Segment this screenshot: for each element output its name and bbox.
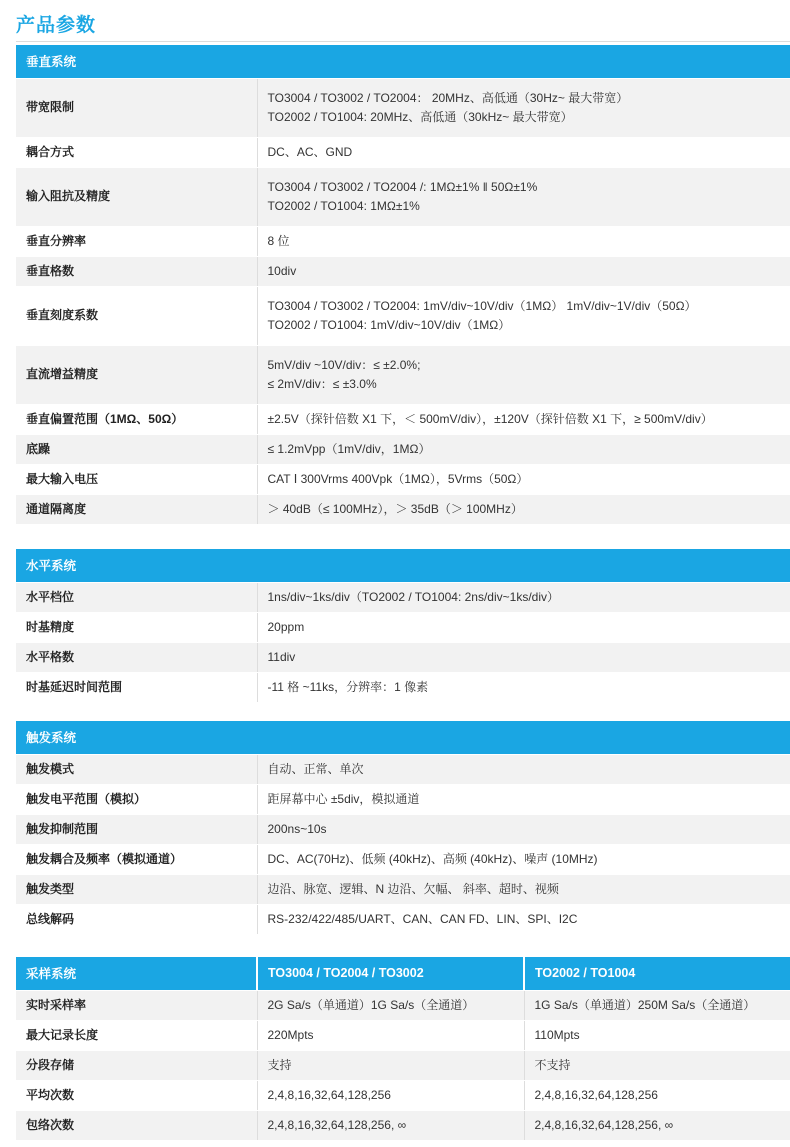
spec-value xyxy=(257,404,790,434)
spec-value xyxy=(257,78,790,137)
spec-value-group-1: 2,4,8,16,32,64,128,256, ∞ xyxy=(257,1110,524,1140)
spec-label: 触发电平范围（模拟） xyxy=(16,784,257,814)
spec-label: 包络次数 xyxy=(16,1110,257,1140)
spec-row xyxy=(16,345,790,404)
vertical-system-header xyxy=(16,45,790,78)
spec-label: 分段存储 xyxy=(16,1050,257,1080)
spec-row xyxy=(16,784,790,814)
sampling-system-table xyxy=(16,957,790,1141)
spec-row xyxy=(16,404,790,434)
spec-label: 直流增益精度 xyxy=(16,345,257,404)
spec-value xyxy=(257,904,790,934)
spec-value-line: DC、AC(70Hz)、低频 (40kHz)、高频 (40kHz)、噪声 (10MHz) xyxy=(267,851,598,866)
spec-label: 最大输入电压 xyxy=(16,464,257,494)
spec-label: 垂直偏置范围（1MΩ、50Ω） xyxy=(16,404,257,434)
section-title: 水平系统 xyxy=(16,549,790,582)
spec-label: 最大记录长度 xyxy=(16,1020,257,1050)
spec-row xyxy=(16,1020,790,1050)
spec-row xyxy=(16,672,790,702)
spec-row xyxy=(16,167,790,226)
spec-value-line: ±2.5V（探针倍数 X1 下，＜ 500mV/div），±120V（探针倍数 X1 下，≥ 500mV/div） xyxy=(267,411,713,426)
spec-value-line: TO3004 / TO3002 / TO2004： 20MHz、高低通（30Hz~ 最大带宽） xyxy=(267,90,629,105)
spec-label: 水平档位 xyxy=(16,582,257,612)
spec-label: 触发类型 xyxy=(16,874,257,904)
spec-value-line: 20ppm xyxy=(267,619,305,634)
spec-row xyxy=(16,612,790,642)
spec-value-group-2: 110Mpts xyxy=(524,1020,790,1050)
spec-value-line: TO3004 / TO3002 / TO2004: 1mV/div~10V/div（1MΩ） 1mV/div~1V/div（50Ω） xyxy=(267,298,697,313)
spec-value xyxy=(257,672,790,702)
spec-label: 触发耦合及频率（模拟通道） xyxy=(16,844,257,874)
spec-label: 实时采样率 xyxy=(16,990,257,1020)
spec-row xyxy=(16,1110,790,1140)
spec-value-line: 200ns~10s xyxy=(267,821,327,836)
spec-value-group-2: 2,4,8,16,32,64,128,256, ∞ xyxy=(524,1110,790,1140)
spec-row xyxy=(16,990,790,1020)
spec-value-line: TO2002 / TO1004: 20MHz、高低通（30kHz~ 最大带宽） xyxy=(267,109,573,124)
spec-label: 时基精度 xyxy=(16,612,257,642)
spec-row xyxy=(16,1050,790,1080)
spec-label: 输入阻抗及精度 xyxy=(16,167,257,226)
spec-value-line: 自动、正常、单次 xyxy=(267,761,364,776)
spec-value-line: DC、AC、GND xyxy=(267,144,353,159)
spec-value xyxy=(257,814,790,844)
spec-label: 平均次数 xyxy=(16,1080,257,1110)
spec-value-group-1: 220Mpts xyxy=(257,1020,524,1050)
spec-value-group-2: 1G Sa/s（单通道）250M Sa/s（全通道） xyxy=(524,990,790,1020)
spec-value-line: ≤ 1.2mVpp（1mV/div，1MΩ） xyxy=(267,441,431,456)
spec-value-line: TO2002 / TO1004: 1mV/div~10V/div（1MΩ） xyxy=(267,317,511,332)
section-title: 触发系统 xyxy=(16,721,790,754)
spec-value xyxy=(257,612,790,642)
spec-row xyxy=(16,1080,790,1110)
spec-value-group-2: 不支持 xyxy=(524,1050,790,1080)
spec-row xyxy=(16,844,790,874)
spec-row xyxy=(16,582,790,612)
spec-value-line: 距屏幕中心 ±5div，模拟通道 xyxy=(267,791,420,806)
spec-label: 耦合方式 xyxy=(16,137,257,167)
spec-value xyxy=(257,434,790,464)
spec-label: 垂直刻度系数 xyxy=(16,286,257,345)
spec-value-line: -11 格 ~11ks，分辨率：1 像素 xyxy=(267,679,429,694)
section-title: 垂直系统 xyxy=(16,45,790,78)
spec-value-line: 边沿、脉宽、逻辑、N 边沿、欠幅、 斜率、超时、视频 xyxy=(267,881,559,896)
horizontal-system-header xyxy=(16,549,790,582)
spec-value xyxy=(257,167,790,226)
spec-label: 触发抑制范围 xyxy=(16,814,257,844)
spec-value xyxy=(257,464,790,494)
spec-row xyxy=(16,754,790,784)
spec-row xyxy=(16,286,790,345)
spec-row xyxy=(16,226,790,256)
spec-label: 触发模式 xyxy=(16,754,257,784)
spec-value xyxy=(257,874,790,904)
spec-value-group-2: 2,4,8,16,32,64,128,256 xyxy=(524,1080,790,1110)
spec-value xyxy=(257,494,790,524)
spec-label: 总线解码 xyxy=(16,904,257,934)
spec-value xyxy=(257,844,790,874)
spec-label: 通道隔离度 xyxy=(16,494,257,524)
spec-value-line: 1ns/div~1ks/div（TO2002 / TO1004: 2ns/div~1ks/div） xyxy=(267,589,559,604)
spec-value xyxy=(257,582,790,612)
spec-value-line: ＞ 40dB（≤ 100MHz），＞ 35dB（＞ 100MHz） xyxy=(267,501,523,516)
trigger-system-header xyxy=(16,721,790,754)
spec-value-line: RS-232/422/485/UART、CAN、CAN FD、LIN、SPI、I2C xyxy=(267,911,578,926)
spec-label: 底躁 xyxy=(16,434,257,464)
spec-value-line: 5mV/div ~10V/div：≤ ±2.0%; xyxy=(267,357,421,372)
page-title: 产品参数 xyxy=(16,15,97,36)
spec-value xyxy=(257,784,790,814)
spec-row xyxy=(16,137,790,167)
horizontal-system-table xyxy=(16,549,790,703)
spec-row xyxy=(16,874,790,904)
spec-value xyxy=(257,226,790,256)
spec-row xyxy=(16,494,790,524)
spec-value-line: 8 位 xyxy=(267,233,290,248)
spec-label: 时基延迟时间范围 xyxy=(16,672,257,702)
spec-row xyxy=(16,814,790,844)
column-header-model-group-1: TO3004 / TO2004 / TO3002 xyxy=(257,957,524,990)
trigger-system-table xyxy=(16,721,790,935)
spec-row xyxy=(16,904,790,934)
vertical-system-table xyxy=(16,45,790,525)
spec-label: 带宽限制 xyxy=(16,78,257,137)
column-header-model-group-2: TO2002 / TO1004 xyxy=(524,957,790,990)
spec-value-line: CAT Ⅰ 300Vrms 400Vpk（1MΩ），5Vrms（50Ω） xyxy=(267,471,529,486)
title-divider xyxy=(16,41,790,42)
spec-row xyxy=(16,78,790,137)
spec-label: 垂直分辨率 xyxy=(16,226,257,256)
spec-row xyxy=(16,642,790,672)
spec-label: 水平格数 xyxy=(16,642,257,672)
section-title: 采样系统 xyxy=(16,957,257,990)
spec-value-group-1: 2G Sa/s（单通道）1G Sa/s（全通道） xyxy=(257,990,524,1020)
spec-value-line: ≤ 2mV/div：≤ ±3.0% xyxy=(267,376,377,391)
spec-row xyxy=(16,434,790,464)
spec-value xyxy=(257,754,790,784)
spec-value-line: TO3004 / TO3002 / TO2004 /: 1MΩ±1% ‖ 50Ω±1% xyxy=(267,179,538,194)
spec-label: 垂直格数 xyxy=(16,256,257,286)
spec-value xyxy=(257,256,790,286)
spec-value-group-1: 支持 xyxy=(257,1050,524,1080)
spec-value-line: TO2002 / TO1004: 1MΩ±1% xyxy=(267,198,420,213)
spec-row xyxy=(16,256,790,286)
spec-value xyxy=(257,286,790,345)
spec-value-line: 11div xyxy=(267,649,296,664)
sampling-system-header xyxy=(16,957,790,990)
spec-value-group-1: 2,4,8,16,32,64,128,256 xyxy=(257,1080,524,1110)
spec-value xyxy=(257,642,790,672)
spec-row xyxy=(16,464,790,494)
spec-value xyxy=(257,137,790,167)
spec-value-line: 10div xyxy=(267,263,297,278)
spec-value xyxy=(257,345,790,404)
